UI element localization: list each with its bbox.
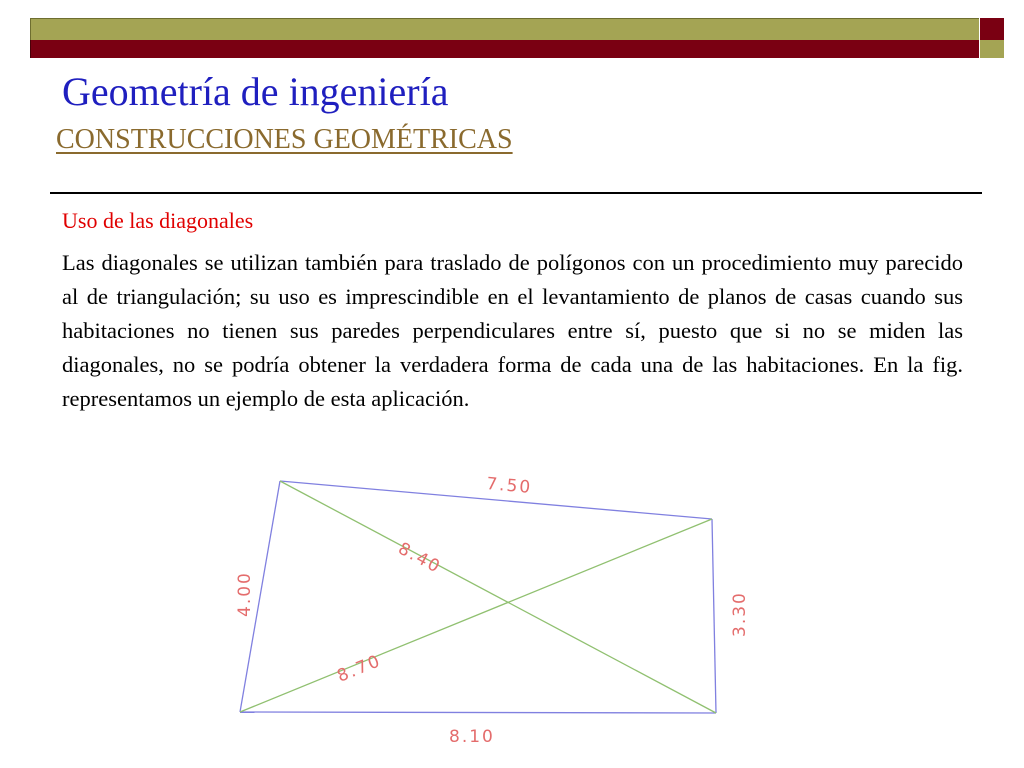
slide-subtitle: CONSTRUCCIONES GEOMÉTRICAS [56, 124, 513, 155]
label-side-right: 3.30 [730, 591, 750, 637]
label-side-top: 7.50 [485, 474, 533, 498]
label-side-bottom: 8.10 [449, 727, 495, 747]
diagonal-b-line [240, 519, 712, 712]
label-side-left: 4.00 [235, 571, 255, 617]
quadrilateral-diagonals [240, 481, 716, 713]
body-paragraph: Las diagonales se utilizan también para traslado de polígonos con un procedimiento muy parecido al de triangulación; su uso es imprescindible en el levantamiento de planos de casas cuando sus habitaciones no tienen sus paredes perpendiculares entre sí, puesto que si no se miden las diagonales, no se podría obtener la verdadera forma de cada una de las habitaciones. En la fig. representamos un ejemplo de esta aplicación. [62, 250, 963, 411]
slide-title: Geometría de ingeniería [62, 69, 449, 114]
quadrilateral-sides [240, 481, 716, 713]
label-diagonal-b: 8.70 [334, 650, 385, 687]
section-heading: Uso de las diagonales [62, 208, 254, 233]
side-bottom-line [240, 712, 716, 713]
label-diagonal-a: 8.40 [394, 538, 445, 578]
side-right-line [712, 519, 716, 713]
